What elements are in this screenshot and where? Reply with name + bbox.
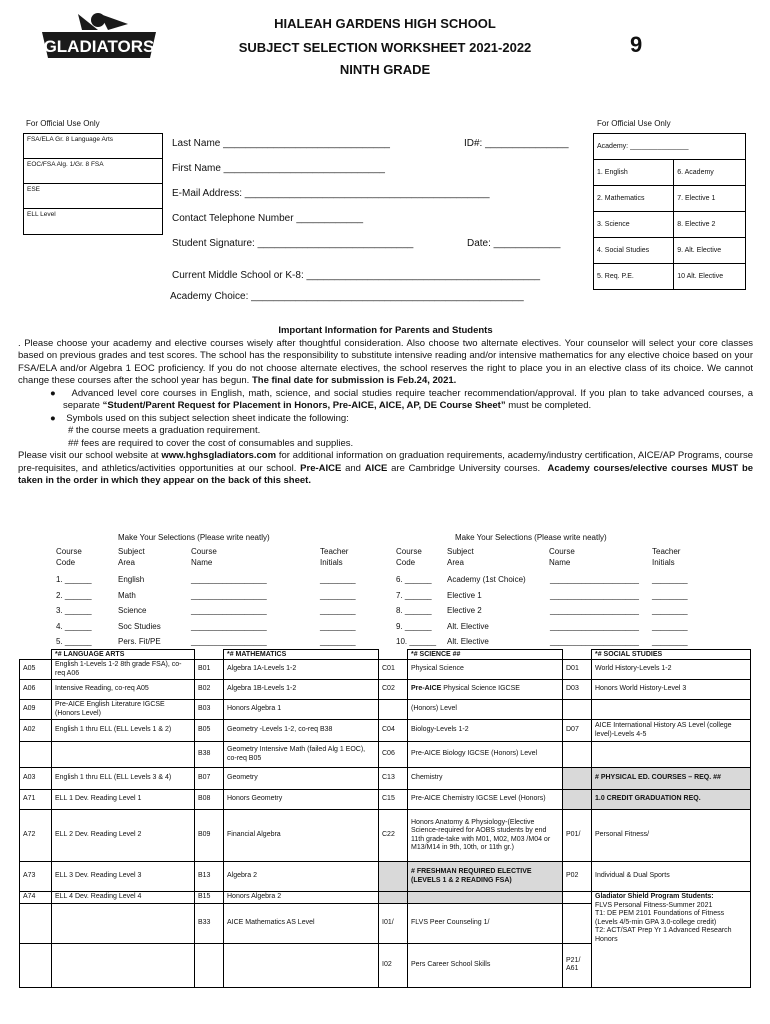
course-code bbox=[563, 742, 592, 768]
course-code: A73 bbox=[20, 862, 52, 892]
course-code bbox=[20, 742, 52, 768]
website-link[interactable]: www.hghsgladiators.com bbox=[161, 450, 277, 461]
course-code: A02 bbox=[20, 720, 52, 742]
course-name: Intensive Reading, co-req A05 bbox=[52, 680, 195, 700]
col-teacher-l bbox=[320, 546, 348, 568]
course-name: Algebra 1B-Levels 1-2 bbox=[224, 680, 379, 700]
official-use-right: For Official Use Only bbox=[597, 119, 671, 128]
course-name: Physical Science bbox=[408, 660, 563, 680]
visit-a: Please visit our school website at bbox=[18, 450, 159, 461]
course-name: Geometry bbox=[224, 768, 379, 790]
course-name: Personal Fitness/ bbox=[592, 810, 751, 862]
course-name: Honors Algebra 2 bbox=[224, 892, 379, 904]
course-code: A05 bbox=[20, 660, 52, 680]
info-para1: . Please choose your academy and elective courses wisely after thoughtful consideration. Also choose two alternate electives. Your counselor will select your core classes based on previous grades and test scores. The school has the responsibility to substitute intensive reading and/or intensive mathematics for any elective choice based on your FSA/ELA and/or Algebra 1 EOC proficiency. If you do not choose alternate electives, the school reserves the right to place you in an elective class of its choice. We cannot change these courses after the school year has begun. bbox=[18, 337, 753, 386]
course-code bbox=[563, 892, 592, 904]
row-initials[interactable]: ________ bbox=[320, 575, 356, 584]
course-code bbox=[379, 892, 408, 904]
course-name bbox=[408, 892, 563, 904]
course-code: B02 bbox=[195, 680, 224, 700]
row-area: Science bbox=[118, 606, 147, 615]
col-subject: Subject bbox=[447, 547, 474, 556]
course-name: ELL 2 Dev. Reading Level 2 bbox=[52, 810, 195, 862]
course-name: Algebra 1A-Levels 1-2 bbox=[224, 660, 379, 680]
visit-b: for additional information on graduation requirements, academy/industry certification, AICE/AP Programs, course pre-requisites, and athletics/activities opportunities at our school. bbox=[18, 450, 753, 474]
selection-row[interactable] bbox=[396, 572, 688, 588]
id-field[interactable]: ID#: _______________ bbox=[464, 138, 569, 149]
info-heading: Important Information for Parents and Students bbox=[278, 325, 493, 336]
course-code: C01 bbox=[379, 660, 408, 680]
row-area: Academy (1st Choice) bbox=[447, 575, 526, 584]
course-name: ELL 1 Dev. Reading Level 1 bbox=[52, 790, 195, 810]
row-area: Alt. Elective bbox=[447, 621, 489, 631]
course-code: B38 bbox=[195, 742, 224, 768]
row-area: Elective 2 bbox=[447, 606, 482, 615]
course-code: P02 bbox=[563, 862, 592, 892]
row-name[interactable]: ____________________ bbox=[550, 575, 639, 584]
course-code: B05 bbox=[195, 720, 224, 742]
bullet1-bold: “Student/Parent Request for Placement in Honors, Pre-AICE, AICE, AP, DE Course Sheet” bbox=[102, 400, 506, 411]
school-name: HIALEAH GARDENS HIGH SCHOOL bbox=[274, 16, 496, 31]
course-name: AICE International History AS Level (college level)-Levels 4-5 bbox=[592, 720, 751, 742]
row-name[interactable]: _________________ bbox=[191, 575, 267, 584]
selection-row[interactable] bbox=[56, 619, 356, 635]
selection-row[interactable] bbox=[396, 588, 688, 604]
row-code[interactable]: 3. ______ bbox=[56, 606, 92, 615]
row-name[interactable]: _________________ bbox=[191, 606, 267, 615]
row-area: English bbox=[118, 575, 145, 584]
course-code: B09 bbox=[195, 810, 224, 862]
shield-title: Gladiator Shield Program Students: bbox=[595, 893, 714, 900]
col-teacher-r bbox=[652, 546, 680, 568]
col-initials: Initials bbox=[320, 558, 343, 567]
row-code[interactable]: 2. ______ bbox=[56, 590, 92, 600]
col-course-name-l bbox=[191, 546, 217, 568]
school-logo bbox=[38, 10, 160, 62]
grid-cell: 8. Elective 2 bbox=[674, 212, 746, 238]
official-use-left: For Official Use Only bbox=[26, 119, 100, 128]
course-code: I02 bbox=[379, 943, 408, 987]
last-name-field[interactable]: Last Name ______________________________ bbox=[172, 138, 390, 149]
head-mathematics: *# MATHEMATICS bbox=[224, 650, 379, 660]
row-initials[interactable]: ________ bbox=[320, 621, 356, 631]
shield-program bbox=[592, 892, 751, 988]
course-name: FLVS Peer Counseling 1/ bbox=[408, 903, 563, 943]
official-ese: ESE bbox=[24, 184, 162, 209]
academy-line: Academy: _______________ bbox=[594, 134, 746, 160]
right-selection-rows bbox=[396, 572, 688, 650]
col-subject-area-r bbox=[447, 546, 474, 568]
course-name: Pers Career School Skills bbox=[408, 943, 563, 987]
visit-d: and bbox=[345, 462, 361, 474]
course-code: A72 bbox=[20, 810, 52, 862]
course-code bbox=[20, 943, 52, 987]
course-name: Honors Geometry bbox=[224, 790, 379, 810]
course-name: (Honors) Level bbox=[408, 700, 563, 720]
visit-c: Pre-AICE bbox=[300, 462, 342, 474]
left-selection-title: Make Your Selections (Please write neatly) bbox=[118, 533, 270, 542]
course-code: A74 bbox=[20, 892, 52, 904]
row-name[interactable]: ____________________ bbox=[550, 637, 639, 646]
course-name: Geometry -Levels 1-2, co-req B38 bbox=[224, 720, 379, 742]
selection-row[interactable] bbox=[56, 634, 356, 650]
course-name: Pre-AICE English Literature IGCSE (Honors Level) bbox=[52, 700, 195, 720]
course-name: English 1 thru ELL (ELL Levels 3 & 4) bbox=[52, 768, 195, 790]
course-code: A09 bbox=[20, 700, 52, 720]
row-code[interactable]: 4. ______ bbox=[56, 621, 92, 631]
course-name: ELL 3 Dev. Reading Level 3 bbox=[52, 862, 195, 892]
col-name: Name bbox=[191, 558, 213, 567]
right-selection-title: Make Your Selections (Please write neatly) bbox=[455, 533, 607, 542]
course-code: A71 bbox=[20, 790, 52, 810]
course-name: Financial Algebra bbox=[224, 810, 379, 862]
course-name: Pre-AICE Chemistry IGCSE Level (Honors) bbox=[408, 790, 563, 810]
course-name bbox=[224, 943, 379, 987]
left-selection-rows bbox=[56, 572, 356, 650]
col-course: Course bbox=[56, 547, 82, 556]
bullet2-text: Symbols used on this subject selection sheet indicate the following: bbox=[66, 412, 349, 424]
grade-number: 9 bbox=[630, 32, 643, 57]
row-name[interactable]: _________________ bbox=[191, 621, 267, 631]
course-code bbox=[563, 790, 592, 810]
col-name: Name bbox=[549, 558, 571, 567]
middle-school-field[interactable]: Current Middle School or K-8: __________________________________________ bbox=[172, 270, 541, 281]
course-code: B01 bbox=[195, 660, 224, 680]
course-name: Honors Algebra 1 bbox=[224, 700, 379, 720]
col-subject-area-l bbox=[118, 546, 145, 568]
course-code: C15 bbox=[379, 790, 408, 810]
selection-row[interactable] bbox=[396, 603, 688, 619]
visit-e: AICE bbox=[364, 462, 388, 474]
course-code: P21/ A61 bbox=[563, 943, 592, 987]
course-name: Geometry Intensive Math (failed Alg 1 EOC), co-req B05 bbox=[224, 742, 379, 768]
row-area: Math bbox=[118, 590, 136, 600]
col-course-code-r bbox=[396, 546, 422, 568]
final-date: The final date for submission is Feb.24, 2021. bbox=[251, 375, 457, 386]
row-area: Pers. Fit/PE bbox=[118, 637, 161, 646]
col-teacher: Teacher bbox=[320, 547, 349, 556]
course-name: Honors Anatomy & Physiology-(Elective Science-required for AOBS students by end 11th grade-take with M01, M02, M03 /M04 or M13/M14 in 9th, 10th, or 11th gr.) bbox=[408, 810, 563, 862]
row-area: Soc Studies bbox=[118, 621, 161, 631]
course-code: B13 bbox=[195, 862, 224, 892]
phone-field[interactable]: Contact Telephone Number ____________ bbox=[172, 213, 364, 224]
date-field[interactable]: Date: ____________ bbox=[467, 238, 561, 249]
row-area: Alt. Elective bbox=[447, 637, 489, 646]
course-name bbox=[52, 943, 195, 987]
row-initials[interactable]: ________ bbox=[652, 590, 688, 600]
academy-choice-field[interactable]: Academy Choice: _________________________________________________ bbox=[170, 291, 524, 302]
official-ell-level: ELL Level bbox=[27, 211, 56, 218]
grid-cell: 9. Alt. Elective bbox=[674, 238, 746, 264]
first-name-field[interactable]: First Name _____________________________ bbox=[172, 163, 385, 174]
course-code: C06 bbox=[379, 742, 408, 768]
head-language-arts: *# LANGUAGE ARTS bbox=[52, 650, 195, 660]
course-name: Algebra 2 bbox=[224, 862, 379, 892]
grid-cell: 1. English bbox=[594, 160, 674, 186]
course-code: C13 bbox=[379, 768, 408, 790]
col-area: Area bbox=[118, 558, 135, 567]
visit-f: are Cambridge University courses. bbox=[391, 462, 541, 474]
course-name: Chemistry bbox=[408, 768, 563, 790]
grade-title: NINTH GRADE bbox=[339, 62, 431, 77]
bullet-advanced: ● Advanced level core courses in English, math, science, and social studies require teacher recommendation/approval. If you plan to take advanced courses, a separate “Student/Parent Request for Placement in Honors, Pre-AICE, AICE, AP, DE Course Sheet” must be completed. bbox=[50, 387, 753, 411]
course-code: P01/ bbox=[563, 810, 592, 862]
course-name bbox=[52, 742, 195, 768]
course-name: Honors World History-Level 3 bbox=[592, 680, 751, 700]
row-name[interactable]: ____________________ bbox=[550, 590, 639, 600]
course-code: D01 bbox=[563, 660, 592, 680]
info-section bbox=[18, 325, 753, 488]
col-course-code-l bbox=[56, 546, 82, 568]
head-social-studies: *# SOCIAL STUDIES bbox=[592, 650, 751, 660]
course-name: Pre-AICE Physical Science IGCSE bbox=[408, 680, 563, 700]
shield-line1: FLVS Personal Fitness-Summer 2021 bbox=[595, 901, 713, 909]
col-code: Code bbox=[396, 558, 416, 567]
symbol-1: # the course meets a graduation requirement. bbox=[68, 425, 261, 436]
course-name: Biology-Levels 1-2 bbox=[408, 720, 563, 742]
course-code bbox=[20, 903, 52, 943]
selection-row[interactable] bbox=[56, 603, 356, 619]
row-initials[interactable]: ________ bbox=[652, 575, 688, 584]
shield-line3: T2: ACT/SAT Prep Yr 1 Advanced Research Honors bbox=[595, 927, 732, 943]
col-teacher: Teacher bbox=[652, 547, 681, 556]
course-code: B33 bbox=[195, 903, 224, 943]
shield-line2: T1: DE PEM 2101 Foundations of Fitness (Levels 4/5-min GPA 3.0-college credit) bbox=[595, 910, 725, 926]
course-name bbox=[592, 700, 751, 720]
course-code bbox=[379, 700, 408, 720]
selection-row[interactable] bbox=[56, 588, 356, 604]
row-initials[interactable]: ________ bbox=[652, 621, 688, 631]
grid-cell: 3. Science bbox=[594, 212, 674, 238]
course-code bbox=[379, 862, 408, 892]
row-initials[interactable]: ________ bbox=[652, 637, 688, 646]
head-science: *# SCIENCE ## bbox=[408, 650, 563, 660]
info-paragraph bbox=[18, 338, 753, 388]
official-left-box bbox=[23, 133, 163, 235]
course-code: C04 bbox=[379, 720, 408, 742]
col-subject: Subject bbox=[118, 547, 145, 556]
row-code[interactable]: 5. ______ bbox=[56, 637, 92, 646]
row-code[interactable]: 9. ______ bbox=[396, 621, 432, 631]
course-name: AICE Mathematics AS Level bbox=[224, 903, 379, 943]
row-name[interactable]: _________________ bbox=[191, 590, 267, 600]
col-course: Course bbox=[396, 547, 422, 556]
grid-cell: 5. Req. P.E. bbox=[594, 264, 674, 290]
row-initials[interactable]: ________ bbox=[320, 606, 356, 615]
row-name[interactable]: ____________________ bbox=[550, 606, 639, 615]
course-name: English 1 thru ELL (ELL Levels 1 & 2) bbox=[52, 720, 195, 742]
grid-cell: 2. Mathematics bbox=[594, 186, 674, 212]
official-right-grid bbox=[593, 133, 746, 290]
course-code bbox=[563, 768, 592, 790]
course-code: B07 bbox=[195, 768, 224, 790]
col-initials: Initials bbox=[652, 558, 675, 567]
row-code[interactable]: 1. ______ bbox=[56, 575, 92, 584]
course-table bbox=[19, 649, 751, 988]
signature-field[interactable]: Student Signature: ____________________________ bbox=[172, 238, 414, 249]
course-name bbox=[52, 903, 195, 943]
course-code: C02 bbox=[379, 680, 408, 700]
course-code: D07 bbox=[563, 720, 592, 742]
course-name: ELL 4 Dev. Reading Level 4 bbox=[52, 892, 195, 904]
course-name: Individual & Dual Sports bbox=[592, 862, 751, 892]
course-name: English 1-Levels 1-2 8th grade FSA), co-req A06 bbox=[52, 660, 195, 680]
course-code: B15 bbox=[195, 892, 224, 904]
course-code bbox=[563, 903, 592, 943]
course-code bbox=[195, 943, 224, 987]
course-code: C22 bbox=[379, 810, 408, 862]
visit-paragraph bbox=[18, 450, 753, 488]
bullet1-tail: must be completed. bbox=[508, 400, 592, 411]
row-area: Elective 1 bbox=[447, 590, 482, 600]
col-area: Area bbox=[447, 558, 464, 567]
visit-g: Academy courses/elective courses MUST be taken in the order in which they appear on the back of this sheet. bbox=[18, 462, 754, 486]
course-code: B03 bbox=[195, 700, 224, 720]
logo-text: GLADIATORS bbox=[43, 37, 155, 56]
course-code: I01/ bbox=[379, 903, 408, 943]
row-initials[interactable]: ________ bbox=[320, 590, 356, 600]
symbol-2: ## fees are required to cover the cost of consumables and supplies. bbox=[68, 437, 354, 449]
course-name bbox=[592, 742, 751, 768]
course-code: B08 bbox=[195, 790, 224, 810]
course-name: Pre-AICE Biology IGCSE (Honors) Level bbox=[408, 742, 563, 768]
grid-cell: 6. Academy bbox=[674, 160, 746, 186]
row-code[interactable]: 6. ______ bbox=[396, 575, 432, 584]
official-fsa-ela: FSA/ELA Gr. 8 Language Arts bbox=[24, 134, 162, 159]
official-eoc-fsa: EOC/FSA Alg. 1/Gr. 8 FSA bbox=[24, 159, 162, 184]
pe-heading: # PHYSICAL ED. COURSES – REQ. ## bbox=[592, 768, 751, 790]
col-code: Code bbox=[56, 558, 76, 567]
col-course-name-r bbox=[549, 546, 575, 568]
email-field[interactable]: E-Mail Address: ____________________________________________ bbox=[172, 188, 490, 199]
row-code[interactable]: 8. ______ bbox=[396, 606, 432, 615]
col-course2: Course bbox=[549, 547, 575, 556]
row-initials[interactable]: ________ bbox=[652, 606, 688, 615]
selection-row[interactable] bbox=[396, 619, 688, 635]
bullet-symbols: ● Symbols used on this subject selection sheet indicate the following: bbox=[50, 412, 349, 424]
course-code bbox=[563, 700, 592, 720]
grid-cell: 7. Elective 1 bbox=[674, 186, 746, 212]
grid-cell: 10 Alt. Elective bbox=[674, 264, 746, 290]
freshman-elective: # FRESHMAN REQUIRED ELECTIVE (LEVELS 1 & 2 READING FSA) bbox=[408, 862, 563, 892]
row-code[interactable]: 10. ______ bbox=[396, 637, 437, 646]
row-initials[interactable]: ________ bbox=[320, 637, 356, 646]
course-name: World History-Levels 1-2 bbox=[592, 660, 751, 680]
worksheet-title: SUBJECT SELECTION WORKSHEET 2021-2022 bbox=[238, 40, 532, 55]
course-code: D03 bbox=[563, 680, 592, 700]
row-code[interactable]: 7. ______ bbox=[396, 590, 432, 600]
col-course2: Course bbox=[191, 547, 217, 556]
row-name[interactable]: _________________ bbox=[191, 637, 267, 646]
grid-cell: 4. Social Studies bbox=[594, 238, 674, 264]
selection-row[interactable] bbox=[56, 572, 356, 588]
bullet1-text: Advanced level core courses in English, math, science, and social studies require teacher recommendation/approval. If you plan to take advanced courses, a separate bbox=[63, 387, 753, 411]
course-code: A06 bbox=[20, 680, 52, 700]
selection-row[interactable] bbox=[396, 634, 688, 650]
course-code: A03 bbox=[20, 768, 52, 790]
pe-credit: 1.0 CREDIT GRADUATION REQ. bbox=[592, 790, 751, 810]
row-name[interactable]: ____________________ bbox=[550, 621, 639, 631]
